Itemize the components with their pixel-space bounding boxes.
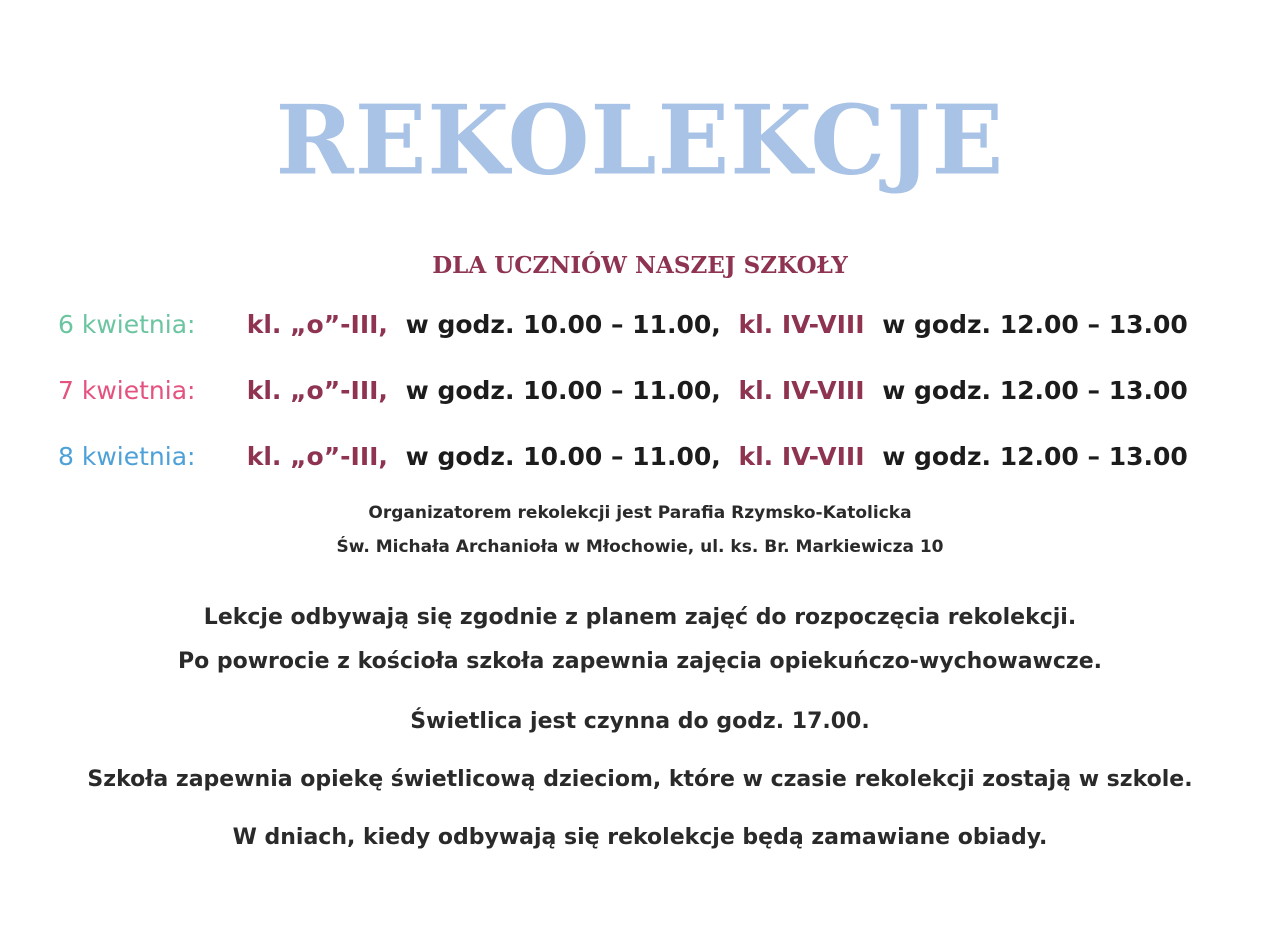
organizer-line-1: Organizatorem rekolekcji jest Parafia Rzymsko-Katolicka (368, 503, 912, 523)
info-line-return: Po powrocie z kościoła szkoła zapewnia zajęcia opiekuńczo-wychowawcze. (177, 649, 1103, 674)
schedule-group-b: kl. IV-VIII (738, 442, 865, 471)
schedule-day-label: 6 kwietnia: (58, 310, 196, 339)
schedule-group-a: kl. „o”-III, (246, 442, 388, 471)
schedule-group-a: kl. „o”-III, (246, 376, 388, 405)
schedule-row-day-1 (58, 305, 1258, 345)
info-line-lunches: W dniach, kiedy odbywają się rekolekcje będą zamawiane obiady. (232, 825, 1048, 850)
info-line-day-room-care: Szkoła zapewnia opiekę świetlicową dzieciom, które w czasie rekolekcji zostają w szkole. (87, 767, 1193, 792)
schedule-hours-b: w godz. 12.00 – 13.00 (882, 376, 1188, 405)
schedule-hours-a: w godz. 10.00 – 11.00, (405, 310, 721, 339)
schedule-hours-b: w godz. 12.00 – 13.00 (882, 310, 1188, 339)
schedule-hours-b: w godz. 12.00 – 13.00 (882, 442, 1188, 471)
schedule-group-b: kl. IV-VIII (738, 376, 865, 405)
info-line-day-room-hours: Świetlica jest czynna do godz. 17.00. (410, 709, 870, 734)
schedule-group-a: kl. „o”-III, (246, 310, 388, 339)
schedule-row-day-3 (58, 437, 1258, 477)
schedule-hours-a: w godz. 10.00 – 11.00, (405, 442, 721, 471)
schedule-hours-a: w godz. 10.00 – 11.00, (405, 376, 721, 405)
schedule-group-b: kl. IV-VIII (738, 310, 865, 339)
schedule-row-day-2 (58, 371, 1258, 411)
organizer-line-2: Św. Michała Archanioła w Młochowie, ul. ks. Br. Markiewicza 10 (336, 537, 944, 557)
schedule-day-label: 7 kwietnia: (58, 376, 196, 405)
page-title: REKOLEKCJE (275, 84, 1005, 198)
schedule-day-label: 8 kwietnia: (58, 442, 196, 471)
page-subtitle: DLA UCZNIÓW NASZEJ SZKOŁY (432, 252, 848, 279)
info-line-lessons: Lekcje odbywają się zgodnie z planem zajęć do rozpoczęcia rekolekcji. (203, 605, 1077, 630)
